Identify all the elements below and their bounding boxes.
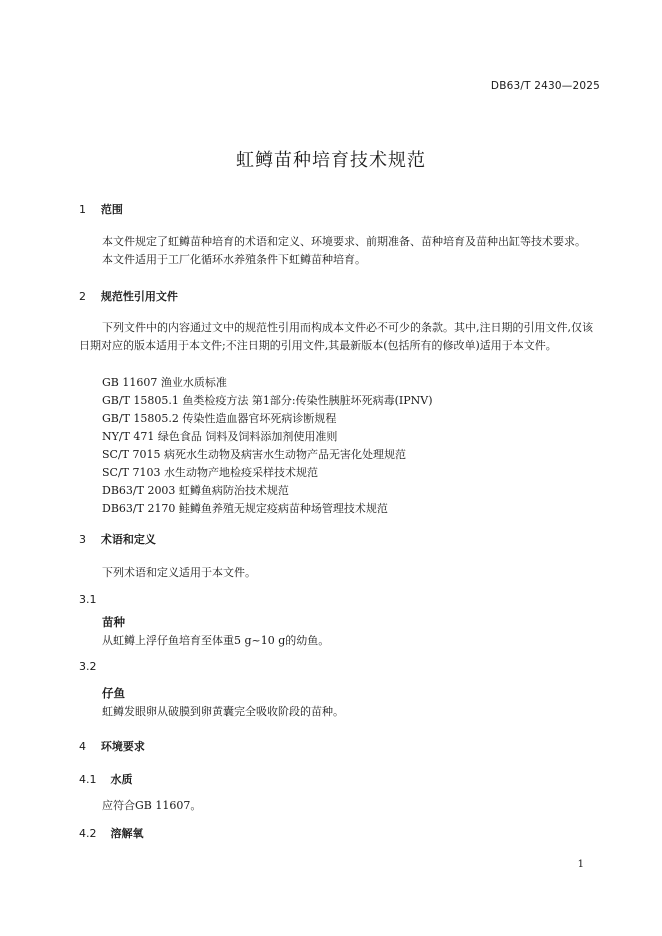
scope-paragraph-1: 本文件规定了虹鳟苗种培育的术语和定义、环境要求、前期准备、苗种培育及苗种出缸等技术要求。 — [102, 235, 586, 248]
term-3-2-number: 3.2 — [79, 660, 97, 673]
subsection-title: 溶解氧 — [110, 827, 144, 840]
water-quality-text: 应符合GB 11607。 — [102, 799, 202, 812]
document-code: DB63/T 2430—2025 — [490, 80, 600, 92]
page-title: 虹鳟苗种培育技术规范 — [236, 150, 426, 171]
term-3-1-name: 苗种 — [102, 615, 125, 629]
section-number: 2 — [79, 290, 86, 303]
reference-item: DB63/T 2003 虹鳟鱼病防治技术规范 — [102, 484, 289, 497]
reference-item: GB/T 15805.2 传染性造血器官坏死病诊断规程 — [102, 412, 337, 425]
reference-item: GB 11607 渔业水质标准 — [102, 376, 227, 389]
references-intro: 下列文件中的内容通过文中的规范性引用而构成本文件必不可少的条款。其中,注日期的引用文件,仅该日期对应的版本适用于本文件;不注日期的引用文件,其最新版本(包括所有的修改单)适用于本文件。 — [79, 321, 593, 352]
section-number: 4 — [79, 740, 86, 753]
section-title: 环境要求 — [100, 740, 145, 753]
section-title: 规范性引用文件 — [100, 290, 178, 303]
term-3-1-definition: 从虹鳟上浮仔鱼培育至体重5 g~10 g的幼鱼。 — [102, 634, 330, 647]
section-4-heading — [79, 738, 145, 754]
subsection-number: 4.2 — [79, 827, 97, 840]
terms-intro: 下列术语和定义适用于本文件。 — [102, 566, 256, 579]
subsection-number: 4.1 — [79, 773, 97, 786]
section-1-heading — [79, 201, 123, 217]
reference-item: SC/T 7015 病死水生动物及病害水生动物产品无害化处理规范 — [102, 448, 406, 461]
section-2-heading — [79, 288, 178, 304]
reference-item: NY/T 471 绿色食品 饲料及饲料添加剂使用准则 — [102, 430, 338, 443]
section-title: 范围 — [100, 203, 123, 216]
reference-item: DB63/T 2170 鲑鳟鱼养殖无规定疫病苗种场管理技术规范 — [102, 502, 388, 515]
term-3-2-definition: 虹鳟发眼卵从破膜到卵黄囊完全吸收阶段的苗种。 — [102, 705, 344, 718]
section-number: 3 — [79, 533, 86, 546]
section-title: 术语和定义 — [100, 533, 156, 546]
scope-paragraph-2: 本文件适用于工厂化循环水养殖条件下虹鳟苗种培育。 — [102, 253, 366, 266]
page-number: 1 — [577, 859, 584, 870]
reference-item: GB/T 15805.1 鱼类检疫方法 第1部分:传染性胰脏坏死病毒(IPNV) — [102, 394, 433, 407]
section-number: 1 — [79, 203, 86, 216]
reference-item: SC/T 7103 水生动物产地检疫采样技术规范 — [102, 466, 318, 479]
section-3-heading — [79, 531, 156, 547]
subsection-title: 水质 — [110, 773, 133, 786]
subsection-4-1-heading — [79, 771, 133, 787]
term-3-1-number: 3.1 — [79, 593, 97, 606]
subsection-4-2-heading — [79, 825, 144, 841]
term-3-2-name: 仔鱼 — [102, 686, 125, 700]
